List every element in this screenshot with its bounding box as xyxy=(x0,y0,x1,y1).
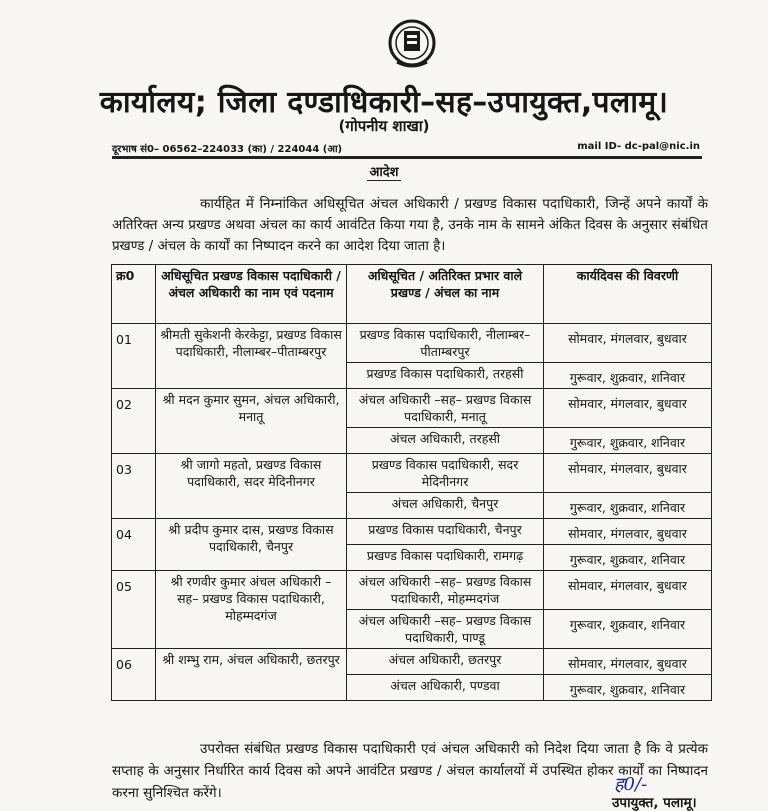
row-days: सोमवार, मंगलवार, बुधवार xyxy=(544,571,712,610)
row-officer: श्री प्रदीप कुमार दास, प्रखण्ड विकास पदाधिकारी, चैनपुर xyxy=(156,519,347,571)
section-name: (गोपनीय शाखा) xyxy=(338,117,430,135)
row-charge: अंचल अधिकारी –सह– प्रखण्ड विकास पदाधिकारी, मनातू xyxy=(347,389,544,428)
signatory-designation: उपायुक्त, पलामू। xyxy=(612,795,697,811)
table-header-row xyxy=(112,265,712,324)
row-officer: श्री शम्भु राम, अंचल अधिकारी, छतरपुर xyxy=(156,649,347,701)
row-charge: अंचल अधिकारी, चैनपुर xyxy=(347,493,544,519)
row-charge: प्रखण्ड विकास पदाधिकारी, चैनपुर xyxy=(347,519,544,545)
table-row xyxy=(112,519,712,545)
row-officer: श्री रणवीर कुमार अंचल अधिकारी –सह– प्रखण्ड विकास पदाधिकारी, मोहम्मदगंज xyxy=(156,571,347,649)
row-charge: प्रखण्ड विकास पदाधिकारी, तरहसी xyxy=(347,363,544,389)
order-heading: आदेश xyxy=(369,165,399,180)
header-rule xyxy=(112,156,702,159)
row-days: गुरूवार, शुक्रवार, शनिवार xyxy=(544,428,712,454)
row-days: गुरूवार, शुक्रवार, शनिवार xyxy=(544,545,712,571)
row-sl: 06 xyxy=(112,649,156,701)
row-sl: 05 xyxy=(112,571,156,649)
phone-number: दूरभाष सं0– 06562–224033 (का) / 224044 (आ) xyxy=(112,144,343,155)
row-officer: श्रीमती सुकेशनी केरकेट्टा, प्रखण्ड विकास पदाधिकारी, नीलाम्बर–पीताम्बरपुर xyxy=(156,324,347,389)
row-days: सोमवार, मंगलवार, बुधवार xyxy=(544,454,712,493)
row-days: गुरूवार, शुक्रवार, शनिवार xyxy=(544,363,712,389)
row-days: सोमवार, मंगलवार, बुधवार xyxy=(544,389,712,428)
state-emblem-icon xyxy=(387,18,437,72)
table-row xyxy=(112,571,712,610)
contact-row xyxy=(112,141,700,157)
row-charge: अंचल अधिकारी, छतरपुर xyxy=(347,649,544,675)
row-days: गुरूवार, शुक्रवार, शनिवार xyxy=(544,610,712,649)
row-sl: 02 xyxy=(112,389,156,454)
header-sl: क्र0 xyxy=(112,265,156,324)
row-charge: प्रखण्ड विकास पदाधिकारी, रामगढ़ xyxy=(347,545,544,571)
intro-paragraph: कार्यहित में निम्नांकित अधिसूचित अंचल अधिकारी / प्रखण्ड विकास पदाधिकारी, जिन्हें अपने कार्यों के अतिरिक्त अन्य प्रखण्ड अथवा अंचल का कार्य आवंटित किया गया है, उनके नाम के सामने अंकित दिवस के अनुसार संबंधित प्रखण्ड / अंचल के कार्यों का निष्पादन करने का आदेश दिया जाता है। xyxy=(112,195,708,254)
row-officer: श्री जागो महतो, प्रखण्ड विकास पदाधिकारी, सदर मेदिनीनगर xyxy=(156,454,347,519)
closing-paragraph: उपरोक्त संबंधित प्रखण्ड विकास पदाधिकारी एवं अंचल अधिकारी को निदेश दिया जाता है कि वे प्रत्येक सप्ताह के अनुसार निर्धारित कार्य दिवस को अपने आवंटित प्रखण्ड / अंचल कार्यालयों में उपस्थित होकर कार्यों का निष्पादन करना सुनिश्चित करेंगे। xyxy=(112,740,708,801)
email-address: mail ID- dc-pal@nic.in xyxy=(577,141,700,152)
header-charge: अधिसूचित / अतिरिक्त प्रभार वाले प्रखण्ड / अंचल का नाम xyxy=(347,265,544,324)
table-row xyxy=(112,454,712,493)
row-sl: 01 xyxy=(112,324,156,389)
row-days: सोमवार, मंगलवार, बुधवार xyxy=(544,649,712,675)
table-row xyxy=(112,649,712,675)
row-charge: प्रखण्ड विकास पदाधिकारी, सदर मेदिनीनगर xyxy=(347,454,544,493)
row-days: सोमवार, मंगलवार, बुधवार xyxy=(544,519,712,545)
row-charge: अंचल अधिकारी, पण्डवा xyxy=(347,675,544,701)
row-charge: अंचल अधिकारी –सह– प्रखण्ड विकास पदाधिकारी, मोहम्मदगंज xyxy=(347,571,544,610)
table-row xyxy=(112,324,712,363)
table-row xyxy=(112,389,712,428)
header-days: कार्यदिवस की विवरणी xyxy=(544,265,712,324)
row-sl: 04 xyxy=(112,519,156,571)
row-officer: श्री मदन कुमार सुमन, अंचल अधिकारी, मनातू xyxy=(156,389,347,454)
header-officer: अधिसूचित प्रखण्ड विकास पदाधिकारी / अंचल अधिकारी का नाम एवं पदनाम xyxy=(156,265,347,324)
row-sl: 03 xyxy=(112,454,156,519)
row-charge: अंचल अधिकारी –सह– प्रखण्ड विकास पदाधिकारी, पाण्डू xyxy=(347,610,544,649)
office-title: कार्यालय; जिला दण्डाधिकारी–सह–उपायुक्त,पलामू। xyxy=(99,85,669,120)
schedule-table xyxy=(111,264,712,701)
signature-mark: ह0/- xyxy=(614,774,648,795)
row-charge: प्रखण्ड विकास पदाधिकारी, नीलाम्बर–पीताम्बरपुर xyxy=(347,324,544,363)
row-days: गुरूवार, शुक्रवार, शनिवार xyxy=(544,675,712,701)
row-days: गुरूवार, शुक्रवार, शनिवार xyxy=(544,493,712,519)
row-charge: अंचल अधिकारी, तरहसी xyxy=(347,428,544,454)
row-days: सोमवार, मंगलवार, बुधवार xyxy=(544,324,712,363)
